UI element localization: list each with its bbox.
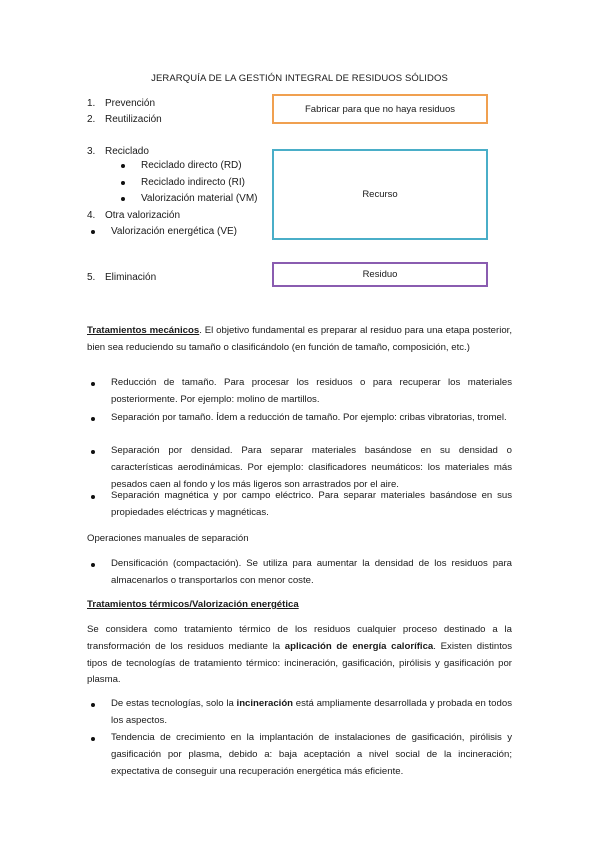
thermal-b1-text-a: De estas tecnologías, solo la: [111, 698, 237, 709]
page-title: JERARQUÍA DE LA GESTIÓN INTEGRAL DE RESIDUOS SÓLIDOS: [151, 73, 448, 84]
item-number: 2.: [87, 114, 96, 125]
manual-bullet-densificacion: Densificación (compactación). Se utiliza para aumentar la densidad de los residuos para almacenarlos o transportarlos con menor coste.: [111, 558, 512, 586]
sub-item-reciclado-directo: Reciclado directo (RD): [141, 160, 242, 171]
bullet-icon: [121, 181, 125, 185]
hierarchy-item-reutilizacion: [87, 112, 162, 127]
item-number: 5.: [87, 272, 96, 283]
sub-item-reciclado-indirecto: Reciclado indirecto (RI): [141, 177, 245, 188]
bullet-icon: [91, 563, 95, 567]
bullet-icon: [91, 382, 95, 386]
thermal-text-a: Se considera como tratamiento térmico de los residuos cualquier proceso destinado a la transformación de los residuos mediante la: [87, 624, 512, 652]
thermal-heading-wrap: [87, 597, 299, 614]
thermal-heading: Tratamientos térmicos/Valorización energética: [87, 599, 299, 610]
item-label: Otra valorización: [105, 210, 181, 221]
hierarchy-item-eliminacion: [87, 270, 156, 285]
item-label: Reutilización: [105, 114, 162, 125]
box-residuo: Residuo: [272, 262, 488, 287]
thermal-text-b: . Existen distintos tipos de tecnologías de tratamiento térmico: incineración, gasificación, pirólisis y gasificación por plasma.: [87, 640, 513, 686]
bullet-icon: [91, 450, 95, 454]
bullet-icon: [121, 164, 125, 168]
bullet-icon: [91, 417, 95, 421]
thermal-bullet-tendencia: Tendencia de crecimiento en la implantación de instalaciones de gasificación, pirólisis y gasificación por plasma, debido a: baja aceptación a nivel social de la incineración; expectativa de conseguir una recuperación energética más eficiente.: [111, 732, 512, 777]
item-label: Eliminación: [105, 272, 157, 283]
mech-bullet-separacion-tamano: Separación por tamaño. Ídem a reducción de tamaño. Por ejemplo: cribas vibratorias, tromel.: [111, 412, 507, 423]
bullet-icon: [91, 703, 95, 707]
hierarchy-item-reciclado: [87, 144, 149, 159]
mech-intro: [87, 323, 512, 357]
bullet-icon: [121, 197, 125, 201]
mech-heading: Tratamientos mecánicos: [87, 325, 200, 336]
box-fabricar: Fabricar para que no haya residuos: [272, 94, 488, 124]
hierarchy-item-prevencion: [87, 96, 155, 111]
mech-bullet-separacion-magnetica: Separación magnética y por campo eléctrico. Para separar materiales basándose en sus propiedades eléctricas y magnéticas.: [111, 490, 512, 518]
manual-heading: Operaciones manuales de separación: [87, 533, 249, 544]
item-number: 3.: [87, 146, 96, 157]
thermal-paragraph: [87, 622, 512, 689]
item-label: Prevención: [105, 98, 156, 109]
hierarchy-item-otra-valorizacion: [87, 208, 180, 223]
item-number: 4.: [87, 210, 96, 221]
thermal-text-bold: aplicación de energía calorífica: [284, 640, 434, 652]
sub-item-valorizacion-material: Valorización material (VM): [141, 193, 258, 204]
mech-bullet-separacion-densidad: Separación por densidad. Para separar materiales basándose en su densidad o características aerodinámicas. Por ejemplo: clasificadores neumáticos: los materiales más pesados caen al fondo y los más ligeros son arrastrados por el aire.: [111, 445, 512, 490]
thermal-b1-bold: incineración: [236, 698, 294, 709]
thermal-bullet-incineracion: [111, 696, 512, 730]
bullet-icon: [91, 230, 95, 234]
sub-item-valorizacion-energetica: Valorización energética (VE): [111, 226, 237, 237]
item-number: 1.: [87, 98, 96, 109]
bullet-icon: [91, 737, 95, 741]
mech-bullet-reduccion: Reducción de tamaño. Para procesar los residuos o para recuperar los materiales posteriormente. Por ejemplo: molino de martillos.: [111, 377, 512, 405]
item-label: Reciclado: [105, 146, 149, 157]
thermal-b1-text-b: está ampliamente desarrollada y probada en todos los aspectos.: [111, 698, 512, 726]
mech-intro-text: . El objetivo fundamental es preparar al residuo para una etapa posterior, bien sea reduciendo su tamaño o clasificándolo (en función de tamaño, composición, etc.): [87, 325, 512, 353]
box-recurso: Recurso: [272, 149, 488, 240]
bullet-icon: [91, 495, 95, 499]
